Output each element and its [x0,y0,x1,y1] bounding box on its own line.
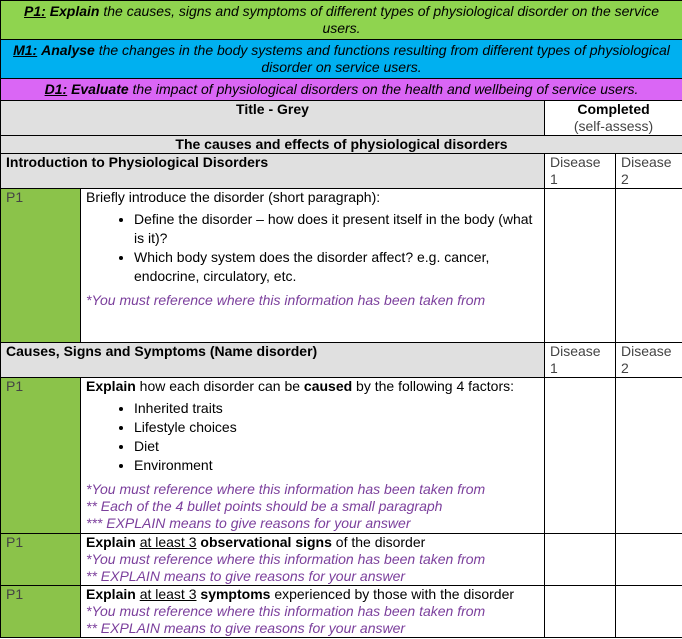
task-keyword: observational signs [200,534,332,550]
reference-note: *You must reference where this information has been taken from [86,551,486,567]
criteria-text: the impact of physiological disorders on the health and wellbeing of service users. [128,81,639,97]
criteria-code-cell: P1 [1,189,81,343]
reference-note: ** EXPLAIN means to give reasons for your answer [86,568,406,584]
criteria-d1 [1,79,682,101]
signs-task-row [1,534,682,586]
criteria-code: M1: [13,42,38,58]
criteria-text: the causes, signs and symptoms of different types of physiological disorder on the service users. [99,3,659,36]
criteria-p1 [1,1,682,40]
disease-1-completed-cell[interactable] [545,189,616,343]
criteria-text: the changes in the body systems and functions resulting from different types of physiological disorder on service users. [94,42,670,75]
completed-label: Completed [577,101,650,117]
task-bullet-list [86,399,539,475]
task-cell [81,534,545,586]
intro-heading: Introduction to Physiological Disorders [1,154,545,189]
task-lead: Briefly introduce the disorder (short paragraph): [86,189,381,205]
list-item: • Define the disorder – how does it present itself in the body (what is it)? [134,210,539,248]
list-item: • Which body system does the disorder affect? e.g. cancer, endocrine, circulatory, etc. [134,248,539,286]
task-lead [86,586,539,603]
reference-note: ** EXPLAIN means to give reasons for your answer [86,620,406,636]
list-item: • Inherited traits [134,399,539,418]
criteria-code-cell: P1 [1,378,81,534]
task-text: of the disorder [331,534,426,550]
list-item: • Environment [134,456,539,475]
symptoms-task-row [1,586,682,638]
criteria-p1-row [1,1,682,40]
criteria-m1 [1,40,682,79]
title-cell: Title - Grey [1,101,545,136]
task-text: experienced by those with the disorder [270,586,515,602]
reference-note: *You must reference where this information has been taken from [86,603,486,619]
criteria-verb: Evaluate [71,81,129,97]
criteria-code: D1: [44,81,68,97]
task-lead [86,534,539,551]
task-emphasis: at least 3 [139,586,197,602]
task-emphasis: at least 3 [139,534,197,550]
task-cell [81,189,545,343]
disease-1-completed-cell[interactable] [545,378,616,534]
section-row [1,136,682,154]
causes-header-row [1,343,682,378]
causes-heading: Causes, Signs and Symptoms (Name disorder) [1,343,545,378]
disease-1-completed-cell[interactable] [545,586,616,638]
disease-1-header: Disease 1 [545,154,616,189]
task-keyword: symptoms [200,586,271,602]
intro-header-row [1,154,682,189]
task-text: by the following 4 factors: [352,378,515,394]
reference-note: *You must reference where this information has been taken from [86,292,486,308]
criteria-m1-row [1,40,682,79]
task-verb: Explain [86,378,136,394]
completed-cell [545,101,682,136]
reference-note: ** Each of the 4 bullet points should be a small paragraph [86,498,443,514]
criteria-verb: Explain [49,3,100,19]
self-assess-label: (self-assess) [573,118,654,134]
causes-task-row [1,378,682,534]
intro-task-row [1,189,682,343]
disease-1-header: Disease 1 [545,343,616,378]
task-verb: Explain [86,534,136,550]
disease-2-completed-cell[interactable] [616,586,682,638]
disease-2-completed-cell[interactable] [616,378,682,534]
criteria-code: P1: [24,3,46,19]
reference-note: *You must reference where this information has been taken from [86,481,486,497]
disease-1-completed-cell[interactable] [545,534,616,586]
criteria-d1-row [1,79,682,101]
task-text: how each disorder can be [135,378,304,394]
task-cell [81,378,545,534]
list-item: • Lifestyle choices [134,418,539,437]
disease-2-completed-cell[interactable] [616,534,682,586]
criteria-code-cell: P1 [1,586,81,638]
list-item: • Diet [134,437,539,456]
task-cell [81,586,545,638]
section-title: The causes and effects of physiological disorders [1,136,682,154]
task-bullet-list [86,210,539,286]
criteria-code-cell: P1 [1,534,81,586]
disease-2-header: Disease 2 [616,343,682,378]
task-verb: Explain [86,586,136,602]
criteria-verb: Analyse [41,42,95,58]
disease-2-header: Disease 2 [616,154,682,189]
disease-2-completed-cell[interactable] [616,189,682,343]
task-keyword: caused [303,378,353,394]
header-row [1,101,682,136]
task-lead [86,378,539,395]
reference-note: *** EXPLAIN means to give reasons for your answer [86,515,411,531]
